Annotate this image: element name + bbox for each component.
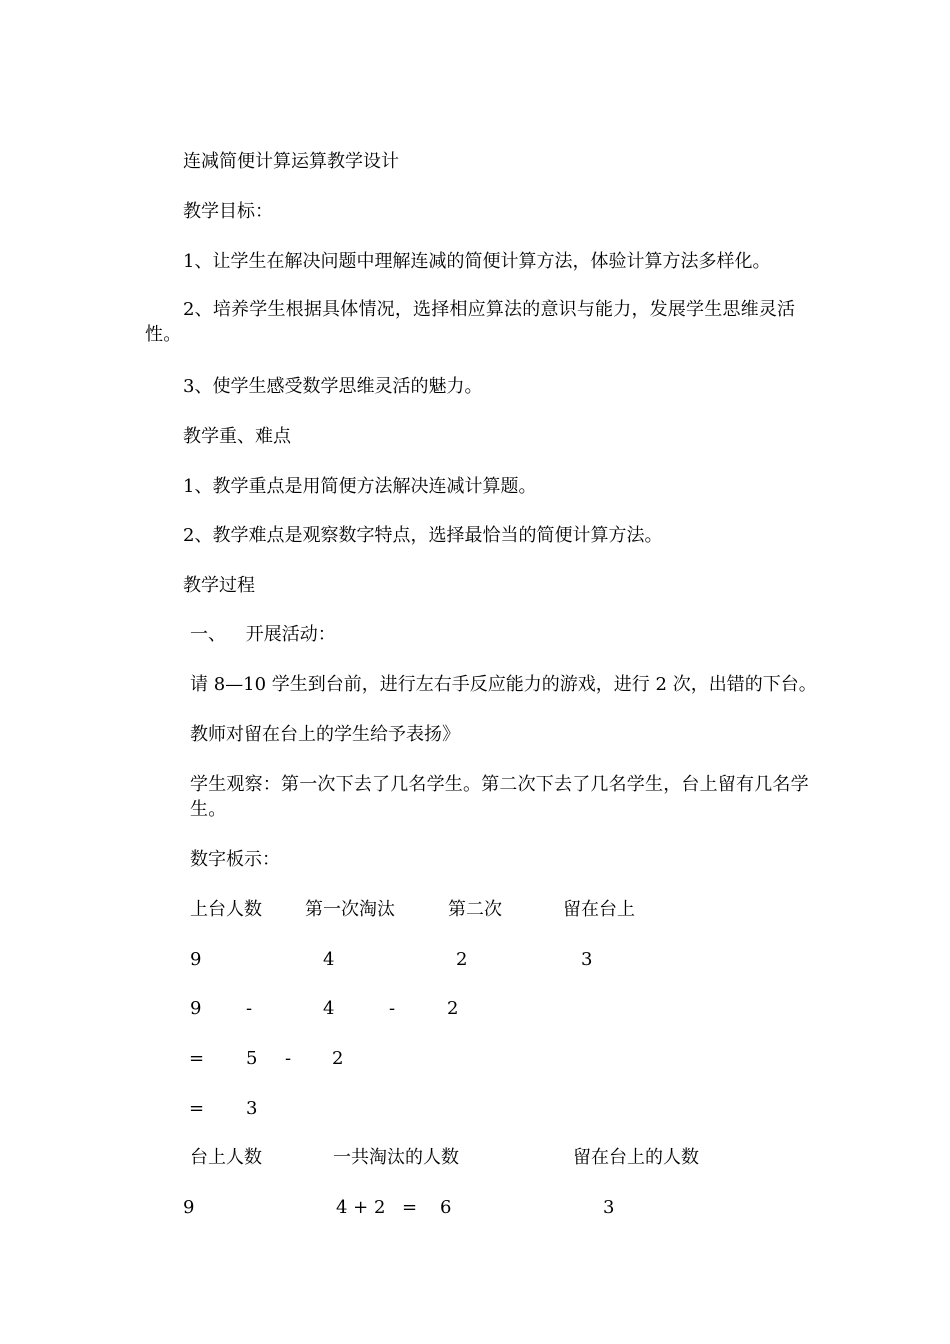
objectives-heading: 教学目标： (183, 201, 273, 222)
table-two-value-2: 4 + 2 (336, 1197, 386, 1218)
activity-line-3: 学生观察：第一次下去了几名学生。第二次下去了几名学生，台上留有几名学生。 (190, 774, 809, 820)
objective-item-3: 3、使学生感受数学思维灵活的魅力。 (183, 376, 483, 397)
table-one-value-2: 4 (323, 949, 335, 970)
calc-row1-item-1: 9 (190, 998, 202, 1019)
process-heading: 教学过程 (183, 575, 255, 596)
section-one-heading: 一、 开展活动： (190, 624, 336, 645)
table-two-header-3: 留在台上的人数 (573, 1147, 699, 1168)
calc-row2-item-4: 2 (332, 1048, 344, 1069)
activity-line-1: 请 8—10 学生到台前，进行左右手反应能力的游戏，进行 2 次，出错的下台。 (190, 674, 817, 695)
calc-row2-item-2: 5 (246, 1048, 258, 1069)
objective-item-2: 2、培养学生根据具体情况，选择相应算法的意识与能力，发展学生思维灵活性。 (145, 299, 796, 345)
table-two-value-1: 9 (183, 1197, 195, 1218)
document-title: 连减简便计算运算教学设计 (183, 151, 399, 172)
table-two-header-1: 台上人数 (190, 1147, 262, 1168)
calc-row1-item-3: 4 (323, 998, 335, 1019)
calc-row1-item-5: 2 (447, 998, 459, 1019)
calc-row2-item-3: - (285, 1048, 292, 1069)
calc-row1-item-2: - (246, 998, 253, 1019)
table-one-header-1: 上台人数 (190, 899, 262, 920)
table-one-header-4: 留在台上 (563, 899, 635, 920)
table-one-header-3: 第二次 (448, 899, 502, 920)
calc-row1-item-4: - (389, 998, 396, 1019)
table-two-value-4: 6 (440, 1197, 452, 1218)
table-one-value-4: 3 (581, 949, 593, 970)
calc-row2-item-1: = (189, 1048, 205, 1069)
objective-item-1: 1、让学生在解决问题中理解连减的简便计算方法，体验计算方法多样化。 (183, 251, 771, 272)
activity-line-2: 教师对留在台上的学生给予表扬》 (190, 724, 460, 745)
calc-row3-item-2: 3 (246, 1098, 258, 1119)
table-two-value-3: = (402, 1197, 418, 1218)
key-point-item-2: 2、教学难点是观察数字特点，选择最恰当的简便计算方法。 (183, 525, 663, 546)
table-two-header-2: 一共淘汰的人数 (333, 1147, 459, 1168)
table-two-value-5: 3 (603, 1197, 615, 1218)
key-points-heading: 教学重、难点 (183, 426, 291, 447)
table-one-header-2: 第一次淘汰 (305, 899, 395, 920)
key-point-item-1: 1、教学重点是用简便方法解决连减计算题。 (183, 476, 537, 497)
calc-row3-item-1: = (189, 1098, 205, 1119)
table-one-value-3: 2 (456, 949, 468, 970)
table-one-value-1: 9 (190, 949, 202, 970)
activity-line-4: 数字板示： (190, 849, 280, 870)
